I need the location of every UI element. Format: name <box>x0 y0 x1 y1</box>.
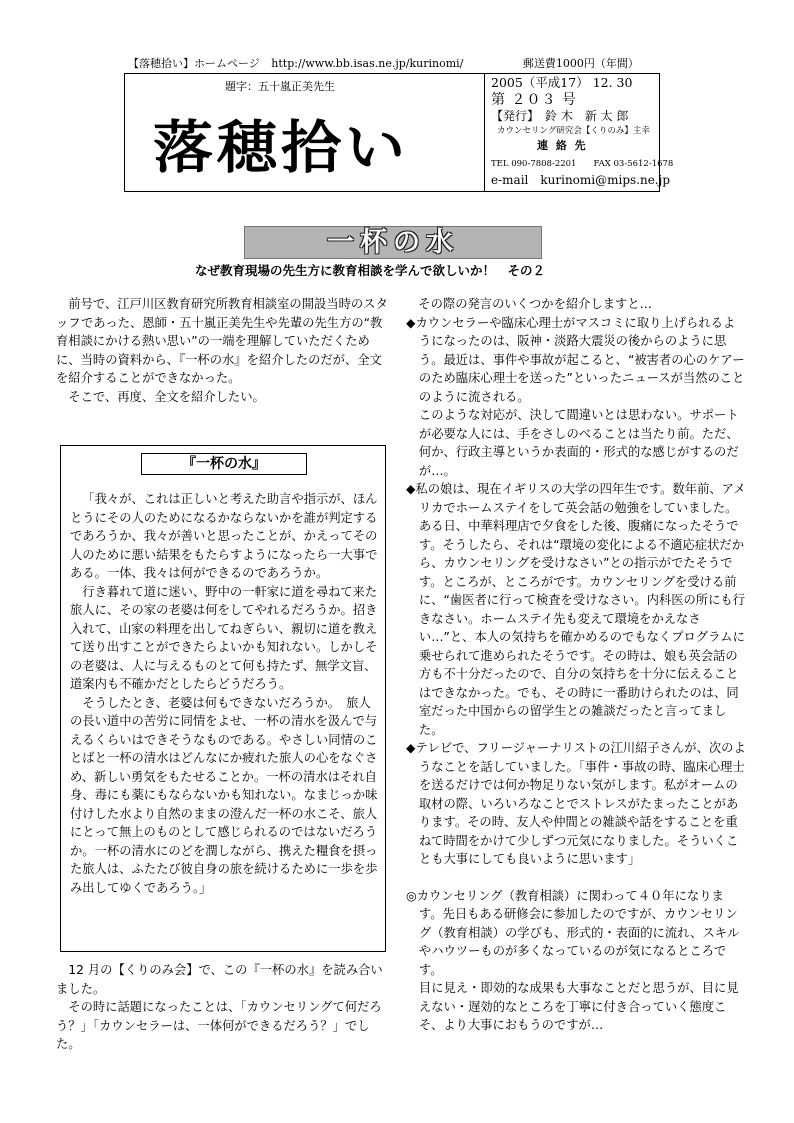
issue-date: 2005（平成17） 12. 30 <box>491 75 633 90</box>
comment-continuation: このような対応が、決して間違いとは思わない。サポートが必要な人には、手をさしのべることは当たり前。ただ、何か、行政主導というか表面的・形式的な感じがするのだが…。 <box>418 408 739 478</box>
bullet-diamond-icon: ◆ <box>406 741 416 755</box>
quote-paragraph: そうしたとき、老婆は何もできないだろうか。 旅人の長い道中の苦労に同情をよせ、一杯の清水を汲んで与えるくらいはできそうなものである。やさしい同情のことばと一杯の清水はどんなにか疲れた旅人の心をなぐさめ、新しい勇気をもたせることか。一杯の清水はそれ自身、毒にも薬にもならないかも知れない。なまじっか味付けした水より自然のままの澄んだ一杯の水こそ、旅人にとって無上のものとして感じられるのではないだろうか。一杯の清水にのどを潤しながら、携えた糧食を摂った旅人は、ふたたび彼自身の旅を続けるために一歩を歩み出してゆくであろう。」 <box>70 695 378 895</box>
bullet-double-circle-icon: ◎ <box>406 888 417 903</box>
newsletter-logo: 落穂拾い <box>153 114 409 182</box>
top-info-line <box>128 55 668 71</box>
publisher: 【発行】 鈴 木 新 太 郎 <box>491 108 629 123</box>
email-address[interactable]: e-mail kurinomi@mips.ne.jp <box>491 172 671 187</box>
comment-continuation: 目に見え・即効的な成果も大事なことだと思うが、目に見えない・遅効的なところを丁寧に付き合っていく態度こそ、より大事におもうのですが… <box>418 981 739 1032</box>
tel-fax: TEL 090-7808-2201 FAX 03-5612-1678 <box>491 159 674 169</box>
right-column <box>406 295 746 1035</box>
homepage-url[interactable]: http://www.bb.isas.ne.jp/kurinomi/ <box>271 57 464 70</box>
quote-paragraph: 「我々が、これは正しいと考えた助言や指示が、ほんとうにその人のためになるかならないかを誰が判定するであろうか、我々が善いと思ったことが、かえってその人のために悪い結果をもたらすようになったら一大事である。一体、我々は何ができるのであろうか。 <box>70 492 378 580</box>
left-after <box>56 961 390 1054</box>
quote-title: 『一杯の水』 <box>141 453 307 475</box>
comment-item <box>406 887 746 980</box>
homepage-label: 【落穂拾い】ホームページ <box>128 57 260 70</box>
issue-info <box>491 75 674 187</box>
masthead <box>124 73 674 192</box>
issue-number: 第 ２０３ 号 <box>491 91 577 108</box>
left-intro <box>56 295 390 406</box>
right-intro: その際の発言のいくつかを紹介しますと… <box>418 297 652 311</box>
headline-subtitle: なぜ教育現場の先生方に教育相談を学んで欲しいか！ その２ <box>195 263 546 278</box>
bullet-diamond-icon: ◆ <box>406 315 416 330</box>
after-paragraph: その時に話題になったことは、「カウンセリングて何だろう？」「カウンセラーは、一体何ができるだろう？」でした。 <box>56 1000 382 1051</box>
quote-box <box>60 445 386 952</box>
bullet-diamond-icon: ◆ <box>406 482 416 496</box>
organization: カウンセリング研究会【くりのみ】主幸 <box>497 125 650 136</box>
comment-text: テレビで、フリージャーナリストの江川紹子さんが、次のようなことを話していました。「事件・事故の時、臨床心理士を送るだけでは何か物足りない気がします。私がオームの取材の際、いろいろなことでストレスがたまったことがあります。その時、友人や仲間との雑談や話をすることを重ねて時間をかけて少しずつ元気になりました。そういくことも大事にしても良いように思います」 <box>415 741 746 866</box>
after-paragraph: 12 月の【くりのみ会】で、この『一杯の水』を読み合いました。 <box>56 963 383 996</box>
comment-text: カウンセラーや臨床心理士がマスコミに取り上げられるようになったのは、阪神・淡路大震災の後からのように思う。最近は、事件や事故が起こると、“被害者の心のケアーのため臨床心理士を送った”といったニュースが当然のことのように流される。 <box>415 315 745 404</box>
quote-paragraph: 行き暮れて道に迷い、野中の一軒家に道を尋ねて来た旅人に、その家の老婆は何をしてやれるだろうか。招き入れて、山家の料理を出してねぎらい、親切に道を教えて送り出すことができたらよいかも知れない。しかしその老婆は、人に与えるものとて何も持たず、無学文盲、道案内も不確かだとしたらどうだろう。 <box>70 584 378 691</box>
comment-text: カウンセリング（教育相談）に関わって４０年になります。先日もある研修会に参加したのですが、カウンセリング（教育相談）の学びも、形式的・表面的に流れ、スキルやハウツーものが多くなっているのが気になるところです。 <box>416 888 740 977</box>
comment-item <box>406 739 746 869</box>
intro-paragraph: 前号で、江戸川区教育研究所教育相談室の開設当時のスタッフであった、恩師・五十嵐正美先生や先輩の先生方の“教育相談にかける熱い思い”の一端を理解していただくために、当時の資料から、『一杯の水』を紹介したのだが、全文を紹介することができなかった。 <box>56 297 388 385</box>
contact-heading: 連 絡 先 <box>537 139 588 152</box>
title-credit: 題字：五十嵐正美先生 <box>225 80 335 93</box>
comment-text: 私の娘は、現在イギリスの大学の四年生です。数年前、アメリカでホームステイをして英会話の勉強をしていました。ある日、中華料理店で夕食をした後、腹痛になったそうです。そうしたら、それは“環境の変化による不適応症状だから、カウンセリングを受けなさい”との指示がでたそうです。ところが、ところがです。カウンセリングを受ける前に、“歯医者に行って検査を受けなさい。内科医の所にも行きなさい。ホームステイ先も変えて環境をかえなさい…”と、本人の気持ちを確かめるのでもなくプログラムに乗せられて進められたそうです。その時は、娘も英会話の方も不十分だったので、自分の気持ちを十分に伝えることはできなかった。でも、その時に一番助けられたのは、同室だった中国からの留学生との雑談だったと言ってました。 <box>415 482 746 737</box>
masthead-divider <box>484 74 485 191</box>
quote-body <box>70 490 378 897</box>
comment-item <box>406 314 746 407</box>
postage-label: 郵送費1000円（年間） <box>522 57 639 70</box>
headline-banner: 一杯の水 <box>244 226 542 259</box>
intro-paragraph: そこで、再度、全文を紹介したい。 <box>68 389 265 404</box>
comment-item <box>406 480 746 739</box>
